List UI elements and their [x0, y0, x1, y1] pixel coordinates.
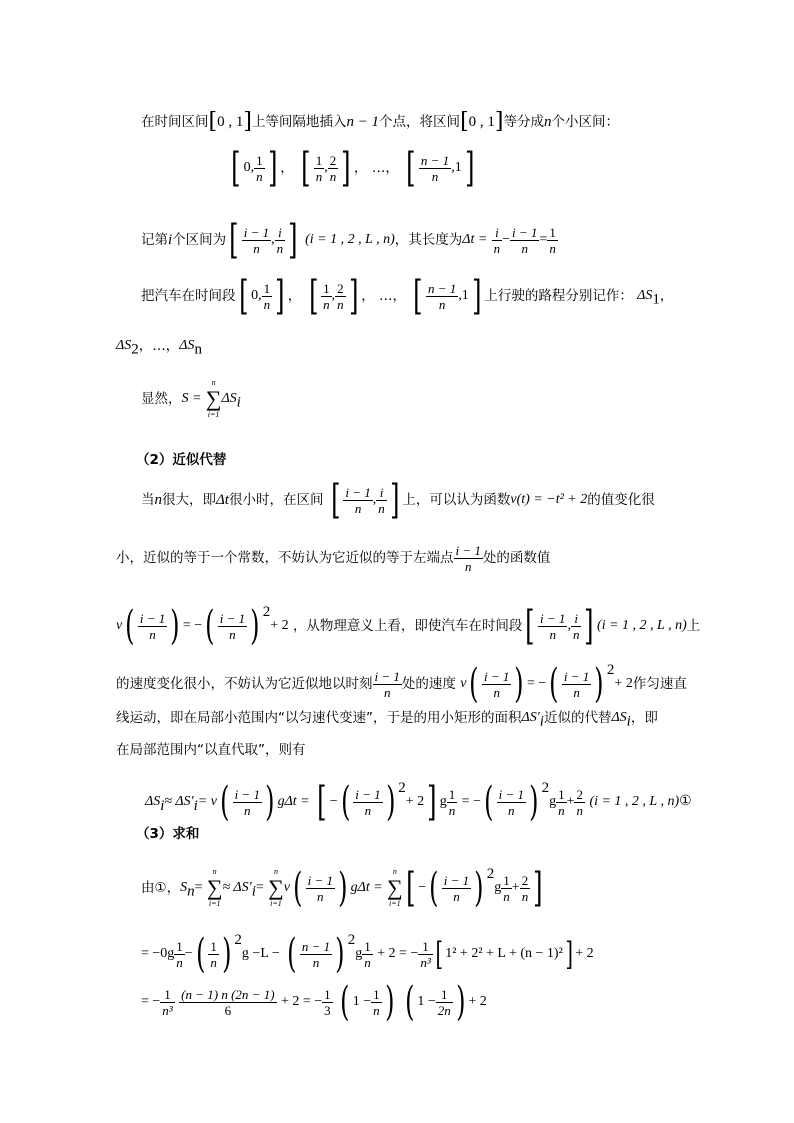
para2: 记第i个区间为[ $\frac{i - 1}{n}$ , $\frac{i}{n}$ ] (i = 1 , 2 , L , n)，其长度为Δt = $\frac{i}{n}$ − $\frac{i - 1}{n}$ = $\frac{1}{n}$ — [141, 217, 556, 263]
para1: 在时间区间[0 , 1]上等间隔地插入n − 1个点，将区间[0 , 1]等分成n个小区间： — [141, 109, 619, 134]
para1-text-a: 在时间区间 — [141, 114, 209, 130]
section3-title: （3）求和 — [136, 826, 200, 842]
interval-list: [ 0, $\frac{1}{n}$ ] ， [ $\frac{1}{n}$ , $\frac{2}{n}$ ] ， …， [ $\frac{n - 1}{n}$ ,1] — [231, 145, 475, 191]
frac-nm1-n: $\frac{n - 1}{n}$ — [420, 152, 450, 184]
frac-2-n: $\frac{2}{n}$ — [329, 152, 337, 184]
para5: 当n很大，即Δt很小时，在区间 [ $\frac{i - 1}{n}$ , $\frac{i}{n}$ ] 上，可以认为函数v(t) = −t² + 2的值变化很 — [141, 477, 655, 523]
frac-1-n: $\frac{1}{n}$ — [256, 152, 263, 184]
para1-interval: 0 , 1 — [217, 114, 244, 130]
frac-1-n-b: $\frac{1}{n}$ — [315, 152, 323, 184]
para1-n-minus-1: n − 1 — [346, 114, 380, 130]
para3-cont: $\Delta S_2$，…，$\Delta S_n$ — [116, 338, 202, 358]
sum-symbol: n ∑ i=1 — [205, 378, 222, 419]
para9: 线运动，即在局部小范围内“以匀速代变速”，于是的用小矩形的面积$\Delta S'_i$近似的代替$\Delta S_i$，即 — [116, 710, 658, 730]
para1-interval-2: 0 , 1 — [468, 114, 495, 130]
para3: 把汽车在时间段[ 0, $\frac{1}{n}$ ] ， [ $\frac{1}{n}$ , $\frac{2}{n}$ ] ， …， [ $\frac{n - 1}{n}$ ,1] 上行驶的路程分别记作： $\Delta S_1$， — [141, 273, 674, 319]
para1-n: n — [544, 114, 552, 130]
section2-title: （2）近似代替 — [136, 452, 227, 468]
para1-text-c: 个点，将区间 — [379, 114, 461, 130]
sum-line-2: = −0g $\frac{1}{n}$ −( $\frac{1}{n}$ ) $^2$g −L − ( $\frac{n - 1}{n}$ ) $^2$g $\frac{1}{n}$ + 2 = − $\frac{1}{\text{n³}}$ [ 1² + 2² + L + (n − 1)²] + 2 — [141, 931, 594, 977]
equation-tag: ① — [679, 794, 692, 809]
para1-text-e: 个小区间： — [551, 114, 619, 130]
para6: 小，近似的等于一个常数，不妨认为它近似的等于左端点 $\frac{i - 1}{n}$ 处的函数值 — [116, 542, 551, 574]
para8: 的速度变化很小，不妨认为它近似地以时刻 $\frac{i - 1}{n}$ 处的速度 v( $\frac{i - 1}{n}$ ) = −( $\frac{i - 1}{n}$ ) $^2$+ 2作匀速直 — [116, 661, 687, 707]
para2-range: (i = 1 , 2 , L , n) — [305, 232, 395, 247]
interval-0: 0 — [243, 160, 251, 175]
equation-1: $\Delta S_i\approx \Delta S'_i= v$( $\frac{i - 1}{n}$ ) gΔt = [ −( $\frac{i - 1}{n}$ ) $^2$+ 2] g $\frac{1}{n}$ = −( $\frac{i - 1}{n}$ ) $^2$g $\frac{1}{n}$ + $\frac{2}{n}$ (i = 1 , 2 , L , n)① — [145, 779, 692, 825]
frac-im1-n: $\frac{i - 1}{n}$ — [243, 224, 270, 256]
para10: 在局部范围内“以直代取”，则有 — [116, 742, 306, 758]
para1-text-d: 等分成 — [503, 114, 544, 130]
para1-text-b: 上等间隔地插入 — [251, 114, 347, 130]
sum-line-1: 由①，$S_n=$ n ∑ i=1 ≈ $\Delta S'_i=$ n ∑ i=1 v( $\frac{i - 1}{n}$ ) gΔt = n ∑ i=1 [ −( $\frac{i - 1}{n}$ ) $^2$g $\frac{1}{n}$ + $\frac{2}{n}$ ] — [141, 865, 543, 911]
para7: v( $\frac{i - 1}{n}$ ) = −( $\frac{i - 1}{n}$ ) $^2$+ 2 ，从物理意义上看，即使汽车在时间段[ $\frac{i - 1}{n}$ , $\frac{i}{n}$ ] (i = 1 , 2 , L , n)上 — [116, 603, 701, 649]
para4: 显然，S = n ∑ i=1 $\Delta S_i$ — [141, 378, 241, 419]
sum-line-3: = − $\frac{1}{\text{n³}}$ $\frac{(n - 1) n (2n - 1)}{6}$ + 2 = − $\frac{1}{3}$ ( 1 − $\frac{1}{n}$ ) ( 1 − $\frac{1}{2n}$ ) + 2 — [141, 979, 487, 1025]
frac-i-n: $\frac{i}{n}$ — [276, 224, 284, 256]
interval-ellipsis: …， — [371, 160, 399, 176]
